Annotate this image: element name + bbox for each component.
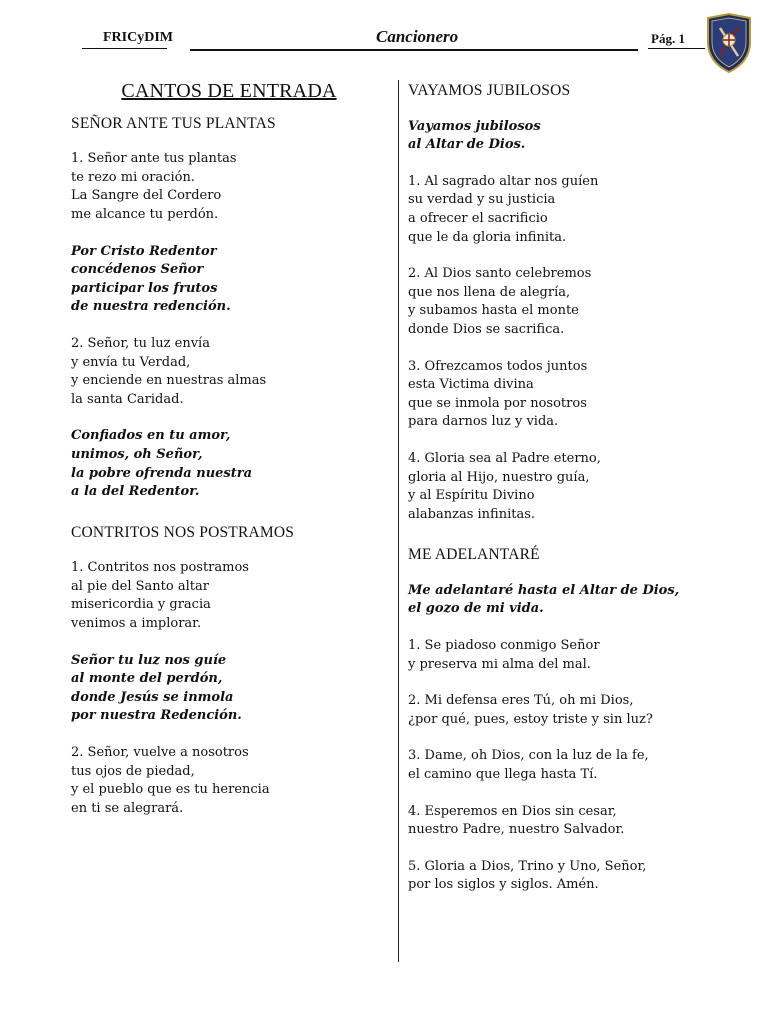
lyric-line: esta Victima divina [408,377,534,393]
lyric-line: ¿por qué, pues, estoy triste y sin luz? [408,711,653,727]
lyric-line: 4. Esperemos en Dios sin cesar, [408,803,617,819]
lyric-line: para darnos luz y vida. [408,414,559,430]
verse [71,744,381,818]
song [71,115,381,502]
header-rule-left [82,48,167,49]
verse [408,450,708,524]
lyric-line: 3. Ofrezcamos todos juntos [408,358,588,374]
left-column [71,82,381,840]
lyric-line: y subamos hasta el monte [408,303,579,319]
lyric-line: a la del Redentor. [71,484,200,500]
lyric-line: la pobre ofrenda nuestra [71,465,253,481]
lyric-line: 2. Al Dios santo celebremos [408,266,592,282]
verse [408,637,708,674]
right-column [408,82,708,917]
crest-shield-icon [704,12,754,74]
verse [408,692,708,729]
song [408,82,708,524]
column-divider [398,80,399,962]
header-title: Cancionero [376,27,459,46]
lyric-line: alabanzas infinitas. [408,506,536,522]
verse [71,559,381,633]
lyric-line: 1. Al sagrado altar nos guíen [408,173,599,189]
verse [408,173,708,247]
lyric-line: 5. Gloria a Dios, Trino y Uno, Señor, [408,858,647,874]
refrain [408,582,708,619]
lyric-line: y preserva mi alma del mal. [408,656,591,672]
lyric-line: 1. Se piadoso conmigo Señor [408,638,600,654]
song-title: SEÑOR ANTE TUS PLANTAS [71,114,276,132]
lyric-line: a ofrecer el sacrificio [408,210,548,226]
lyric-line: gloria al Hijo, nuestro guía, [408,469,590,485]
lyric-line: y al Espíritu Divino [408,488,535,504]
lyric-line: la santa Caridad. [71,391,184,407]
lyric-line: al Altar de Dios. [408,137,526,153]
song-title: VAYAMOS JUBILOSOS [408,82,571,99]
lyric-line: al pie del Santo altar [71,578,209,594]
page-header [0,0,768,80]
refrain [408,118,708,155]
verse [408,858,708,895]
lyric-line: me alcance tu perdón. [71,206,219,222]
lyric-line: tus ojos de piedad, [71,763,195,779]
lyric-line: 1. Señor ante tus plantas [71,151,237,167]
lyric-line: 2. Mi defensa eres Tú, oh mi Dios, [408,693,634,709]
lyric-line: Señor tu luz nos guíe [71,652,227,668]
lyric-line: donde Jesús se inmola [71,689,234,705]
lyric-line: 1. Contritos nos postramos [71,560,249,576]
lyric-line: venimos a implorar. [71,616,202,632]
lyric-line: de nuestra redención. [71,299,231,315]
lyric-line: Me adelantaré hasta el Altar de Dios, [408,582,680,598]
right-songs [408,82,708,895]
header-page-number: Pág. 1 [651,31,685,46]
song [71,524,381,819]
left-songs [71,115,381,819]
verse [408,358,708,432]
song-title: ME ADELANTARÉ [408,546,540,564]
lyric-line: te rezo mi oración. [71,169,195,185]
lyric-line: que le da gloria infinita. [408,229,567,245]
lyric-line: y el pueblo que es tu herencia [71,782,270,798]
verse [408,803,708,840]
verse [71,150,381,224]
lyric-line: el camino que llega hasta Tí. [408,767,598,783]
lyric-line: al monte del perdón, [71,671,223,687]
lyric-line: y envía tu Verdad, [71,354,191,370]
lyric-line: 4. Gloria sea al Padre eterno, [408,450,601,466]
lyric-line: Confiados en tu amor, [71,428,231,444]
lyric-line: que nos llena de alegría, [408,284,571,300]
lyric-line: 2. Señor, vuelve a nosotros [71,745,249,761]
refrain [71,243,381,317]
refrain [71,652,381,726]
lyric-line: su verdad y su justicia [408,192,556,208]
verse [408,747,708,784]
song-title: CONTRITOS NOS POSTRAMOS [71,523,295,541]
lyric-line: por nuestra Redención. [71,708,242,724]
lyric-line: unimos, oh Señor, [71,446,203,462]
header-rule-right [648,48,705,49]
lyric-line: el gozo de mi vida. [408,601,544,617]
song [408,546,708,895]
lyric-line: donde Dios se sacrifica. [408,321,565,337]
lyric-line: y enciende en nuestras almas [71,373,267,389]
header-rule-center [190,49,638,51]
lyric-line: La Sangre del Cordero [71,188,222,204]
header-org: FRICyDIM [103,30,173,45]
lyric-line: por los siglos y siglos. Amén. [408,877,599,893]
refrain [71,427,381,501]
lyric-line: 3. Dame, oh Dios, con la luz de la fe, [408,748,649,764]
lyric-line: Vayamos jubilosos [408,118,541,134]
lyric-line: misericordia y gracia [71,597,211,613]
lyric-line: 2. Señor, tu luz envía [71,335,210,351]
section-title: CANTOS DE ENTRADA [121,80,337,102]
verse [71,335,381,409]
lyric-line: concédenos Señor [71,262,204,278]
lyric-line: Por Cristo Redentor [71,243,217,259]
verse [408,265,708,339]
lyric-line: que se inmola por nosotros [408,395,587,411]
lyric-line: participar los frutos [71,280,218,296]
lyric-line: en ti se alegrará. [71,800,184,816]
lyric-line: nuestro Padre, nuestro Salvador. [408,822,625,838]
